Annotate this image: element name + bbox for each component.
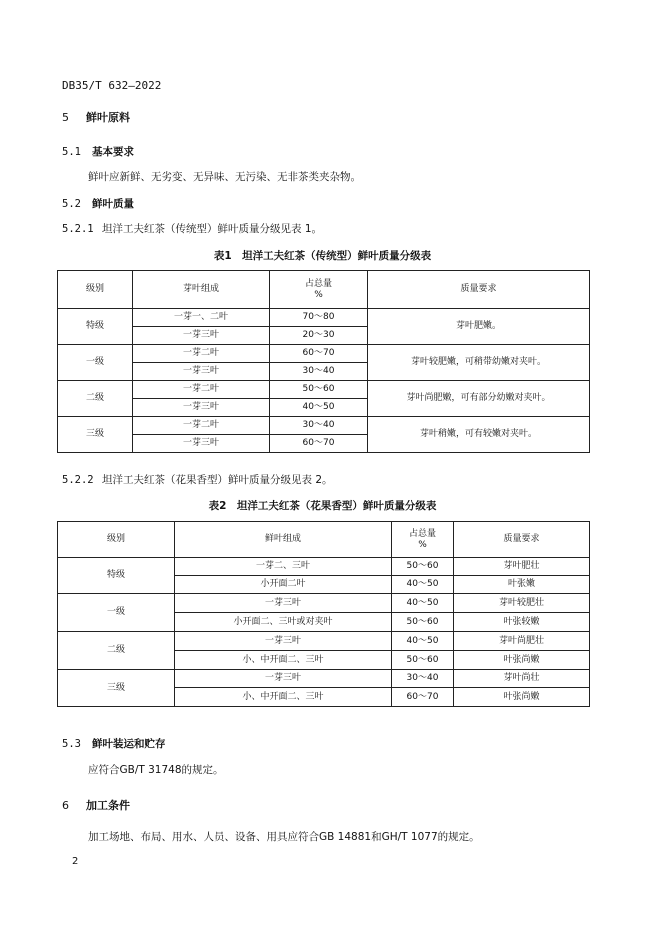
clause-text: 坦洋工夫红茶（花果香型）鲜叶质量分级见表 2。 [102,474,333,486]
composition-cell: 一芽三叶 [175,670,392,688]
percent-cell: 40～50 [270,399,368,417]
section-5-heading [62,109,130,125]
composition-cell: 一芽二叶 [133,417,270,435]
requirement-cell: 芽叶肥壮 [454,558,590,576]
section-title: 鲜叶原料 [86,111,130,124]
composition-cell: 一芽二叶 [133,381,270,399]
table-row [58,632,590,651]
grade-cell: 特级 [58,309,133,345]
section-number: 6 [62,799,69,812]
clause-5-2-1 [62,221,322,236]
section-5-2-heading [62,196,134,211]
column-header-percent: 占总量 % [270,271,368,309]
composition-cell: 一芽三叶 [175,594,392,613]
composition-cell: 小开面二、三叶或对夹叶 [175,613,392,632]
composition-cell: 一芽三叶 [133,327,270,345]
column-header-grade: 级别 [58,522,175,558]
requirement-cell: 叶张尚嫩 [454,688,590,707]
column-header-percent: 占总量 % [392,522,454,558]
standard-number: DB35/T 632—2022 [62,79,162,92]
section-number: 5 [62,111,69,124]
composition-cell: 小开面二叶 [175,576,392,594]
requirement-cell: 芽叶肥嫩。 [368,309,590,345]
table2 [57,521,590,707]
clause-number: 5.2.1 [62,223,94,235]
percent-cell: 60～70 [270,435,368,453]
grade-cell: 一级 [58,594,175,632]
table-row [58,417,590,435]
section-5-3-heading [62,736,166,751]
column-header-requirement: 质量要求 [368,271,590,309]
percent-cell: 20～30 [270,327,368,345]
percent-cell: 50～60 [392,651,454,670]
table-row [58,670,590,688]
composition-cell: 小、中开面二、三叶 [175,651,392,670]
grade-cell: 特级 [58,558,175,594]
percent-cell: 40～50 [392,594,454,613]
clause-text: 坦洋工夫红茶（传统型）鲜叶质量分级见表 1。 [102,223,323,235]
storage-requirement-text: 应符合GB/T 31748的规定。 [88,764,224,776]
grade-cell: 二级 [58,381,133,417]
requirement-cell: 芽叶较肥嫩，可稍带幼嫩对夹叶。 [368,345,590,381]
clause-5-2-2 [62,472,333,487]
composition-cell: 一芽三叶 [133,363,270,381]
requirement-cell: 芽叶尚壮 [454,670,590,688]
column-header-grade: 级别 [58,271,133,309]
percent-cell: 40～50 [392,632,454,651]
section-number: 5.2 [62,198,81,210]
table-row [58,558,590,576]
table-row [58,594,590,613]
section-number: 5.3 [62,738,81,750]
requirement-cell: 叶张较嫩 [454,613,590,632]
composition-cell: 一芽一、二叶 [133,309,270,327]
percent-cell: 40～50 [392,576,454,594]
composition-cell: 一芽二、三叶 [175,558,392,576]
table2-caption: 表2 坦洋工夫红茶（花果香型）鲜叶质量分级表 [208,500,437,512]
processing-conditions-text: 加工场地、布局、用水、人员、设备、用具应符合GB 14881和GH/T 1077的规定。 [88,831,480,843]
page-number: 2 [72,856,79,867]
grade-cell: 三级 [58,670,175,707]
grade-cell: 一级 [58,345,133,381]
requirement-cell: 芽叶较肥壮 [454,594,590,613]
basic-requirements-text: 鲜叶应新鲜、无劣变、无异味、无污染、无非茶类夹杂物。 [88,171,361,183]
percent-cell: 30～40 [392,670,454,688]
section-title: 基本要求 [92,146,134,158]
table2-header-row [58,522,590,558]
percent-cell: 30～40 [270,363,368,381]
section-6-heading [62,797,130,813]
requirement-cell: 芽叶稍嫩，可有较嫩对夹叶。 [368,417,590,453]
section-title: 鲜叶质量 [92,198,134,210]
section-title: 加工条件 [86,799,130,812]
percent-cell: 60～70 [392,688,454,707]
composition-cell: 一芽二叶 [133,345,270,363]
column-header-composition: 芽叶组成 [133,271,270,309]
percent-cell: 50～60 [392,613,454,632]
requirement-cell: 芽叶尚肥嫩，可有部分幼嫩对夹叶。 [368,381,590,417]
requirement-cell: 芽叶尚肥壮 [454,632,590,651]
section-number: 5.1 [62,146,81,158]
table-row [58,309,590,327]
section-title: 鲜叶装运和贮存 [92,738,166,750]
section-5-1-heading [62,144,134,159]
composition-cell: 小、中开面二、三叶 [175,688,392,707]
clause-number: 5.2.2 [62,474,94,486]
table1 [57,270,590,453]
table-row [58,345,590,363]
percent-cell: 60～70 [270,345,368,363]
composition-cell: 一芽三叶 [175,632,392,651]
composition-cell: 一芽三叶 [133,399,270,417]
column-header-composition: 鲜叶组成 [175,522,392,558]
percent-cell: 70～80 [270,309,368,327]
table-row [58,381,590,399]
percent-cell: 30～40 [270,417,368,435]
percent-cell: 50～60 [392,558,454,576]
column-header-requirement: 质量要求 [454,522,590,558]
grade-cell: 三级 [58,417,133,453]
requirement-cell: 叶张尚嫩 [454,651,590,670]
table1-header-row [58,271,590,309]
table1-caption: 表1 坦洋工夫红茶（传统型）鲜叶质量分级表 [213,250,432,262]
composition-cell: 一芽三叶 [133,435,270,453]
percent-cell: 50～60 [270,381,368,399]
requirement-cell: 叶张嫩 [454,576,590,594]
grade-cell: 二级 [58,632,175,670]
